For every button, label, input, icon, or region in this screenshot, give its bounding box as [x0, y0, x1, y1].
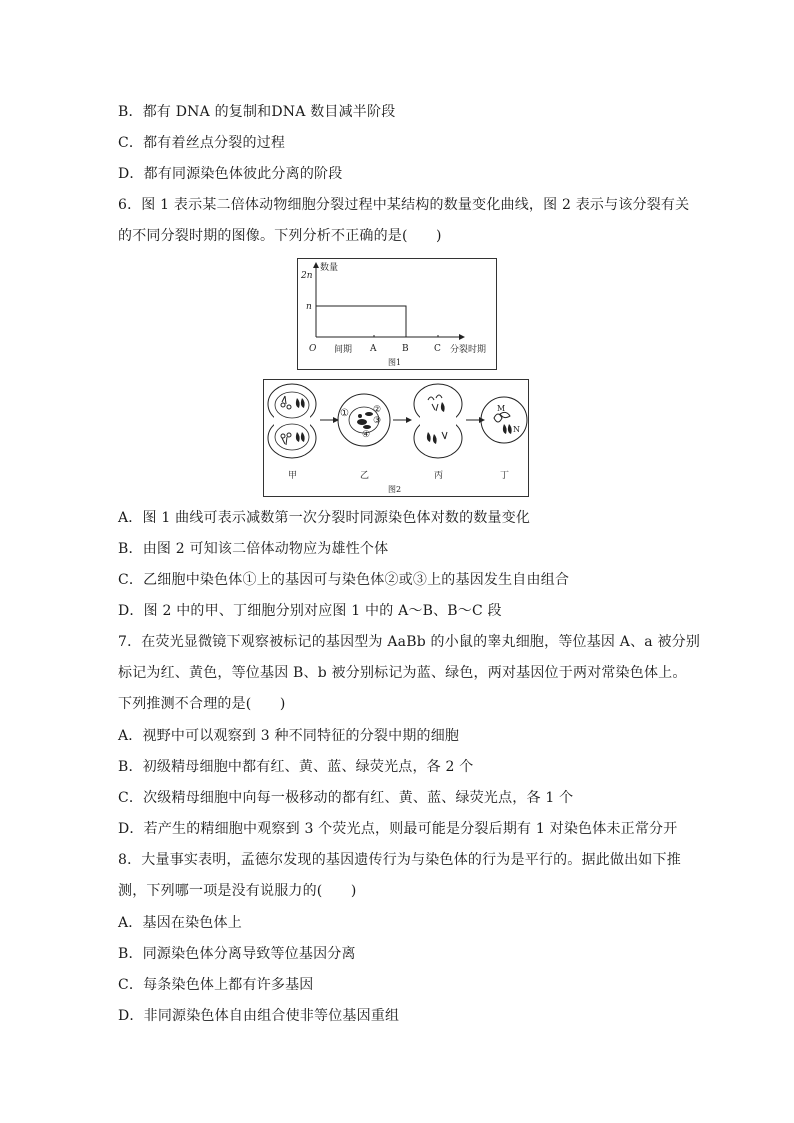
chromosome-mark-3: ③	[373, 416, 382, 426]
gene-mark-n: N	[513, 425, 520, 434]
figure-2-caption: 图2	[388, 485, 402, 494]
q6-option-d: D．图 2 中的甲、丁细胞分别对应图 1 中的 A～B、B～C 段	[118, 603, 502, 619]
q8-stem-line2: 测，下列哪一项是没有说服力的( )	[118, 883, 357, 899]
x-axis-label: 分裂时期	[450, 345, 487, 355]
cell-bing	[414, 384, 462, 458]
q8-option-a: A．基因在染色体上	[118, 915, 242, 931]
q8-option-d: D．非同源染色体自由组合使非等位基因重组	[118, 1008, 400, 1024]
gene-mark-m: M	[497, 404, 506, 413]
y-tick-n: n	[306, 302, 312, 312]
cell-label-jia: 甲	[288, 471, 298, 481]
q8-option-b: B．同源染色体分离导致等位基因分离	[118, 946, 356, 962]
q8-option-c: C．每条染色体上都有许多基因	[118, 977, 314, 993]
x-label-b: B	[402, 344, 409, 354]
q8-stem-line1: 8．大量事实表明，孟德尔发现的基因遗传行为与染色体的行为是平行的。据此做出如下推	[118, 852, 681, 868]
figure-2-diagram	[264, 380, 528, 496]
figure-1-chart	[298, 259, 496, 369]
cell-label-bing: 丙	[434, 471, 444, 481]
q7-stem-line3: 下列推测不合理的是( )	[118, 696, 286, 712]
origin-label: O	[309, 344, 317, 354]
curve-line	[316, 306, 406, 337]
q6-option-a: A．图 1 曲线可表示减数第一次分裂时同源染色体对数的数量变化	[118, 510, 531, 526]
q6-stem-line1: 6．图 1 表示某二倍体动物细胞分裂过程中某结构的数量变化曲线，图 2 表示与该分裂有关	[118, 197, 690, 213]
figure-1-caption: 图1	[388, 358, 402, 367]
q6-option-c: C．乙细胞中染色体①上的基因可与染色体②或③上的基因发生自由组合	[118, 572, 570, 588]
x-label-interphase: 间期	[334, 345, 353, 355]
cell-label-ding: 丁	[500, 471, 510, 481]
q7-option-c: C．次级精母细胞中向每一极移动的都有红、黄、蓝、绿荧光点，各 1 个	[118, 790, 574, 806]
x-label-c: C	[434, 344, 441, 354]
y-tick-2n: 2n	[301, 271, 313, 281]
figure-2	[263, 379, 529, 497]
cell-jia	[268, 384, 316, 458]
q5-option-b: B．都有 DNA 的复制和DNA 数目减半阶段	[118, 104, 396, 120]
q5-option-d: D．都有同源染色体彼此分离的阶段	[118, 166, 343, 182]
chromosome-mark-1: ①	[340, 408, 349, 419]
q7-option-d: D．若产生的精细胞中观察到 3 个荧光点，则最可能是分裂后期有 1 对染色体未正常分开	[118, 821, 678, 837]
q7-option-a: A．视野中可以观察到 3 种不同特征的分裂中期的细胞	[118, 728, 460, 744]
cell-label-yi: 乙	[360, 471, 370, 481]
chromosome-mark-2: ②	[373, 405, 382, 415]
q7-stem-line2: 标记为红、黄色，等位基因 B、b 被分别标记为蓝、绿色，两对基因位于两对常染色体上。	[118, 665, 687, 681]
chromosome-mark-4: ④	[362, 430, 371, 440]
q5-option-c: C．都有着丝点分裂的过程	[118, 135, 286, 151]
q6-option-b: B．由图 2 可知该二倍体动物应为雄性个体	[118, 541, 389, 557]
x-label-a: A	[370, 344, 377, 354]
cell-yi	[338, 394, 390, 446]
q7-stem-line1: 7．在荧光显微镜下观察被标记的基因型为 AaBb 的小鼠的睾丸细胞，等位基因 A、a 被分别	[118, 634, 701, 650]
y-axis-label: 数量	[320, 263, 339, 273]
q7-option-b: B．初级精母细胞中都有红、黄、蓝、绿荧光点，各 2 个	[118, 759, 474, 775]
figure-1	[297, 258, 497, 370]
cell-ding	[481, 397, 527, 443]
q6-stem-line2: 的不同分裂时期的图像。下列分析不正确的是( )	[118, 228, 442, 244]
